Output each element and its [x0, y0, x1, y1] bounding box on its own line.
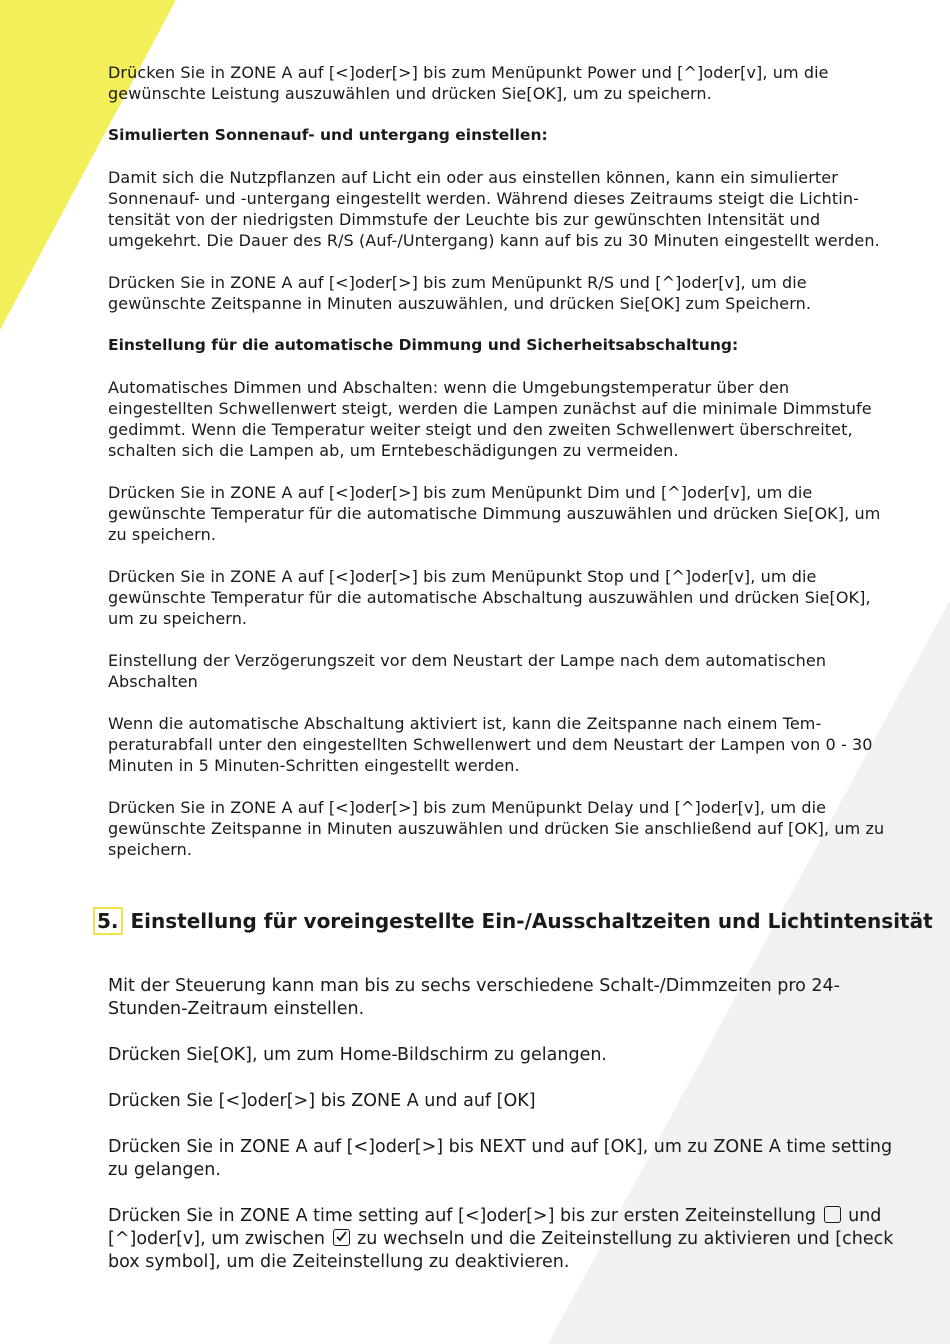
text-fragment: zu wechseln und die Zeiteinstellung zu aktivieren und [check box symbol], um die Zeiteinstellung zu deaktivieren.	[108, 1229, 894, 1272]
section-title: Einstellung für voreingestellte Ein-/Ausschaltzeiten und Lichtintensität	[130, 909, 933, 933]
paragraph: Einstellung der Verzögerungszeit vor dem Neustart der Lampe nach dem automatischen Abschalten	[108, 651, 827, 691]
text-fragment: und [^]oder[v], um zwischen	[108, 1206, 882, 1249]
paragraph: Mit der Steuerung kann man bis zu sechs verschiedene Schalt-/Dimmzeiten pro 24-Stunden-Zeitraum einstellen.	[108, 976, 841, 1019]
empty-checkbox-icon	[824, 1206, 841, 1223]
paragraph: Wenn die automatische Abschaltung aktiviert ist, kann die Zeitspanne nach einem Tem-peraturabfall unter den eingestellten Schwellenwert und dem Neustart der Lampen von 0 - 30 Minuten in 5 Minuten-Schritten eingestellt werden.	[108, 714, 873, 775]
subheading-sunrise-sunset: Simulierten Sonnenauf- und untergang einstellen:	[108, 126, 548, 144]
section-text-block	[108, 975, 898, 1297]
paragraph: Drücken Sie in ZONE A auf [<]oder[>] bis zum Menüpunkt Power und [^]oder[v], um die gewünschte Leistung auszuwählen und drücken Sie[OK], um zu speichern.	[108, 63, 829, 103]
paragraph-with-checkbox-icons	[108, 1205, 898, 1274]
paragraph: Automatisches Dimmen und Abschalten: wenn die Umgebungstemperatur über den eingestellten Schwellenwert steigt, werden die Lampen zunächst auf die minimale Dimmstufe gedimmt. Wenn die Temperatur weiter steigt und den zweiten Schwellenwert überschreitet, schalten sich die Lampen ab, um Erntebeschädigungen zu vermeiden.	[108, 378, 872, 460]
paragraph: Damit sich die Nutzpflanzen auf Licht ein oder aus einstellen können, kann ein simulierter Sonnenauf- und -untergang eingestellt werden. Während dieses Zeitraums steigt die Lichtin-tensität von der niedrigsten Dimmstufe der Leuchte bis zur gewünschten Intensität und umgekehrt. Die Dauer des R/S (Auf-/Untergang) kann auf bis zu 30 Minuten eingestellt werden.	[108, 168, 880, 250]
paragraph: Drücken Sie[OK], um zum Home-Bildschirm zu gelangen.	[108, 1045, 607, 1065]
section-heading	[93, 907, 933, 935]
subheading-auto-dimming: Einstellung für die automatische Dimmung und Sicherheitsabschaltung:	[108, 336, 739, 354]
paragraph: Drücken Sie in ZONE A auf [<]oder[>] bis zum Menüpunkt Stop und [^]oder[v], um die gewünschte Temperatur für die automatische Abschaltung auszuwählen und drücken Sie[OK], um zu speichern.	[108, 567, 871, 628]
instruction-text-block	[108, 62, 898, 881]
section-number: 5.	[93, 907, 123, 935]
paragraph: Drücken Sie in ZONE A auf [<]oder[>] bis zum Menüpunkt Dim und [^]oder[v], um die gewünschte Temperatur für die automatische Dimmung auszuwählen und drücken Sie[OK], um zu speichern.	[108, 483, 881, 544]
paragraph: Drücken Sie in ZONE A auf [<]oder[>] bis NEXT und auf [OK], um zu ZONE A time setting zu gelangen.	[108, 1137, 893, 1180]
paragraph: Drücken Sie in ZONE A auf [<]oder[>] bis zum Menüpunkt Delay und [^]oder[v], um die gewünschte Zeitspanne in Minuten auszuwählen und drücken Sie anschließend auf [OK], um zu speichern.	[108, 798, 885, 859]
text-fragment: Drücken Sie in ZONE A time setting auf [<]oder[>] bis zur ersten Zeiteinstellung	[108, 1206, 822, 1226]
checked-checkbox-icon	[333, 1229, 350, 1246]
paragraph: Drücken Sie [<]oder[>] bis ZONE A und auf [OK]	[108, 1091, 536, 1111]
paragraph: Drücken Sie in ZONE A auf [<]oder[>] bis zum Menüpunkt R/S und [^]oder[v], um die gewünschte Zeitspanne in Minuten auszuwählen, und drücken Sie[OK] zum Speichern.	[108, 273, 812, 313]
